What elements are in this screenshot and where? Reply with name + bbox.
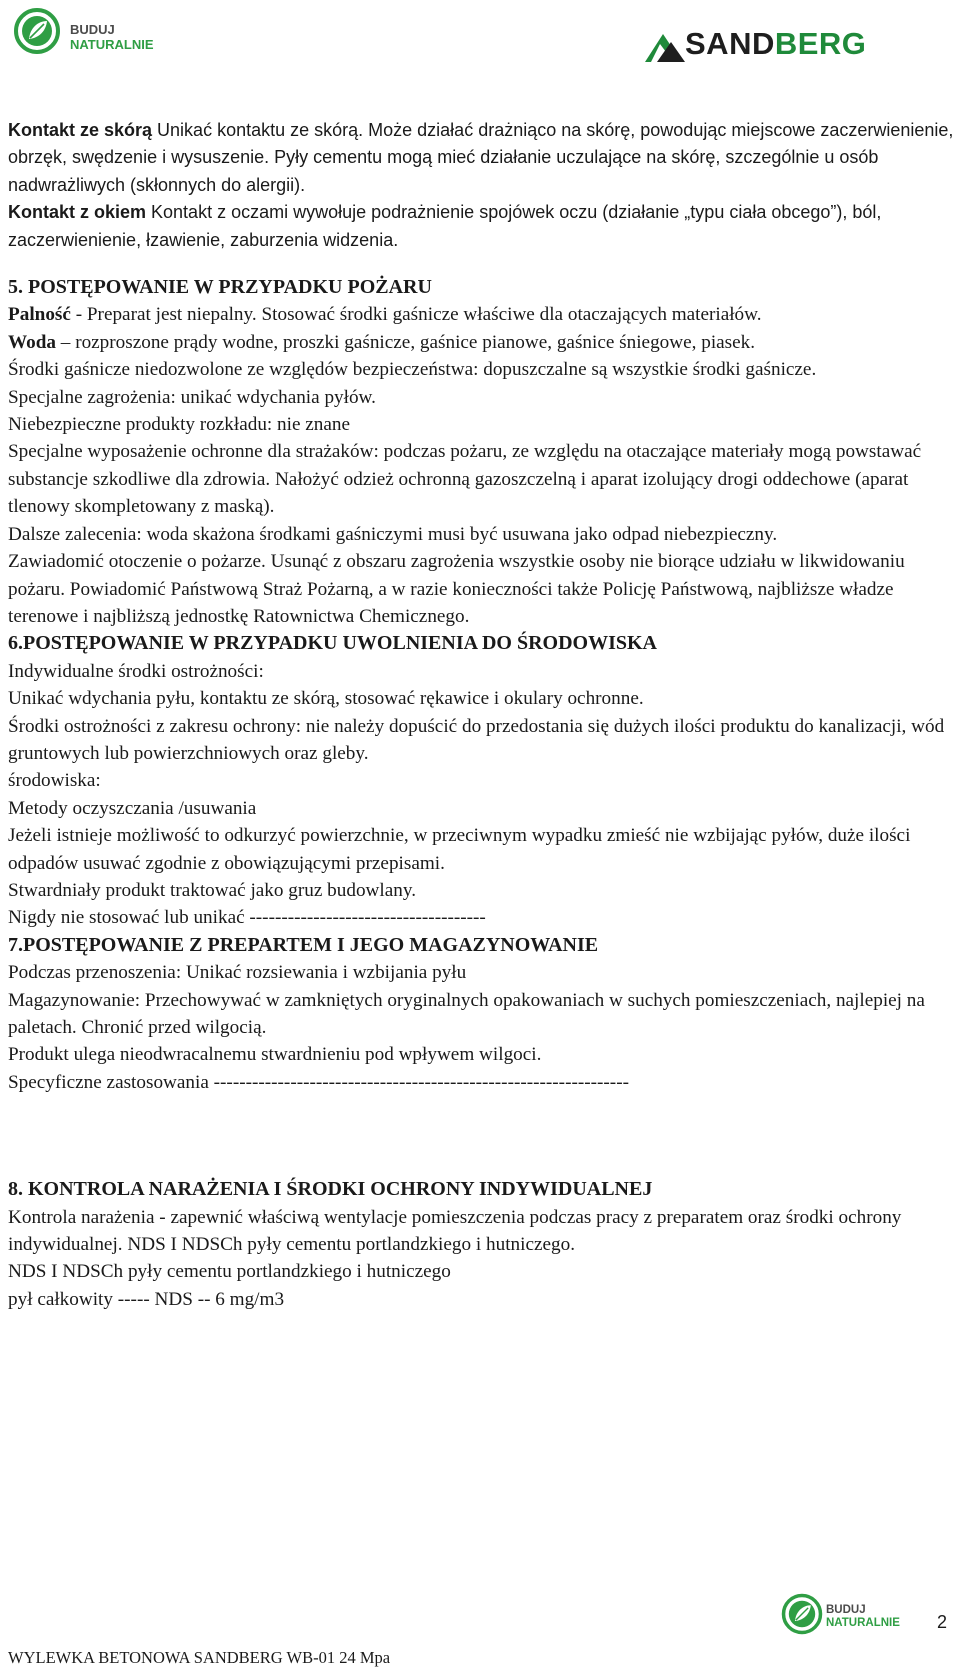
sandberg-part2: BERG xyxy=(774,26,867,61)
leaf-icon xyxy=(12,6,62,56)
section5-line: Niebezpieczne produkty rozkładu: nie znane xyxy=(8,414,351,436)
flammability-label: Palność xyxy=(8,304,71,326)
section7-line: Produkt ulega nieodwracalnemu stwardnieniu pod wpływem wilgoci. xyxy=(8,1044,542,1066)
eye-contact-paragraph xyxy=(8,199,956,254)
section8-line: Kontrola narażenia - zapewnić właściwą wentylacje pomieszczenia podczas pracy z preparatem oraz środki ochrony indywidualnej. NDS I NDSCh pyły cementu portlandzkiego i hutniczego. xyxy=(8,1206,902,1256)
footer-logo-line2: NATURALNIE xyxy=(826,1617,900,1629)
section6-line: Indywidualne środki ostrożności: xyxy=(8,660,264,682)
section6-line: Stwardniały produkt traktować jako gruz budowlany. xyxy=(8,879,416,901)
water-text: – rozproszone prądy wodne, proszki gaśnicze, gaśnice pianowe, gaśnice śniegowe, piasek. xyxy=(56,331,756,353)
section6-line: Nigdy nie stosować lub unikać ------------------------------------- xyxy=(8,907,486,929)
section6-heading: 6.POSTĘPOWANIE W PRZYPADKU UWOLNIENIA DO ŚRODOWISKA xyxy=(8,632,657,655)
footer-product-name: WYLEWKA BETONOWA SANDBERG WB-01 24 Mpa xyxy=(8,1648,391,1667)
section8-line: NDS I NDSCh pyły cementu portlandzkiego i hutniczego xyxy=(8,1261,451,1283)
logo-line2: NATURALNIE xyxy=(70,37,154,52)
eye-contact-text: Kontakt z oczami wywołuje podrażnienie spojówek oczu (działanie „typu ciała obcego”), ból, zaczerwienienie, łzawienie, zaburzenia widzenia. xyxy=(8,202,882,250)
section5-line: Specjalne zagrożenia: unikać wdychania pyłów. xyxy=(8,386,376,408)
footer-logo-line1: BUDUJ xyxy=(826,1604,866,1616)
section6-line: Unikać wdychania pyłu, kontaktu ze skórą, stosować rękawice i okulary ochronne. xyxy=(8,688,644,710)
section7-line: Podczas przenoszenia: Unikać rozsiewania i wzbijania pyłu xyxy=(8,962,467,984)
section8-heading: 8. KONTROLA NARAŻENIA I ŚRODKI OCHRONY INDYWIDUALNEJ xyxy=(8,1178,653,1201)
water-label: Woda xyxy=(8,331,56,353)
section5-line: Środki gaśnicze niedozwolone ze względów bezpieczeństwa: dopuszczalne są wszystkie środki gaśnicze. xyxy=(8,359,817,381)
logo-line1: BUDUJ xyxy=(70,22,115,37)
skin-contact-text: Unikać kontaktu ze skórą. Może działać drażniąco na skórę, powodując miejscowe zaczerwienienie, obrzęk, swędzenie i wysuszenie. Pyły cementu mogą mieć działanie uczulające na skórę, szczególnie u osób nadwrażliwych (skłonnych do alergii). xyxy=(8,120,954,195)
mountain-icon xyxy=(645,30,685,64)
skin-contact-paragraph xyxy=(8,117,956,199)
section5-heading: 5. POSTĘPOWANIE W PRZYPADKU POŻARU xyxy=(8,276,432,299)
page-header xyxy=(0,0,960,80)
document-body xyxy=(8,117,956,1313)
footer-logo xyxy=(780,1592,930,1648)
section6-line: Jeżeli istnieje możliwość to odkurzyć powierzchnie, w przeciwnym wypadku zmieść nie wzbijając pyłów, duże ilości odpadów usuwać zgodnie z obowiązującymi przepisami. xyxy=(8,825,911,874)
section7-line: Magazynowanie: Przechowywać w zamkniętych oryginalnych opakowaniach w suchych pomieszczeniach, najlepiej na paletach. Chronić przed wilgocią. xyxy=(8,989,925,1038)
further-text: woda skażona środkami gaśniczymi musi być usuwana jako odpad niebezpieczny. xyxy=(141,523,778,545)
section7-heading: 7.POSTĘPOWANIE Z PREPARTEM I JEGO MAGAZYNOWANIE xyxy=(8,933,599,956)
section6-line: Środki ostrożności z zakresu ochrony: nie należy dopuścić do przedostania się dużych ilości produktu do kanalizacji, wód gruntowych lub powierzchniowych oraz gleby. xyxy=(8,715,945,764)
section5-line: Specjalne wyposażenie ochronne dla strażaków: podczas pożaru, ze względu na otaczające materiały mogą powstawać substancje szkodliwe dla zdrowia. Nałożyć odzież ochronną gazoszczelną i aparat izolujący drogi oddechowe (aparat tlenowy skompletowany z maską). xyxy=(8,441,922,518)
section8-line: pył całkowity ----- NDS -- 6 mg/m3 xyxy=(8,1288,285,1310)
footer-leaf-icon xyxy=(780,1592,824,1636)
sandberg-logo xyxy=(645,28,905,68)
section6-line: Metody oczyszczania /usuwania xyxy=(8,797,257,819)
flammability-text: - Preparat jest niepalny. Stosować środki gaśnicze właściwe dla otaczających materiałów. xyxy=(70,304,762,326)
sandberg-part1: SAND xyxy=(685,26,775,61)
buduj-naturalnie-logo xyxy=(12,6,172,68)
further-label: Dalsze zalecenia: xyxy=(8,523,142,545)
notify-paragraph: Zawiadomić otoczenie o pożarze. Usunąć z obszaru zagrożenia wszystkie osoby nie biorące udziału w likwidowaniu pożaru. Powiadomić Państwową Straż Pożarną, a w razie konieczności także Policję Państwową, najbliższe władze terenowe i najbliższą jednostkę Ratownictwa Chemicznego. xyxy=(8,551,905,627)
section6-line: środowiska: xyxy=(8,770,101,792)
section7-line: Specyficzne zastosowania ----------------------------------------------------------------- xyxy=(8,1071,629,1093)
eye-contact-label: Kontakt z okiem xyxy=(8,202,147,223)
page-number: 2 xyxy=(937,1612,948,1632)
further-recommendations-paragraph xyxy=(8,521,956,548)
skin-contact-label: Kontakt ze skórą xyxy=(8,120,153,140)
flammability-paragraph xyxy=(8,301,956,328)
water-paragraph xyxy=(8,329,956,356)
